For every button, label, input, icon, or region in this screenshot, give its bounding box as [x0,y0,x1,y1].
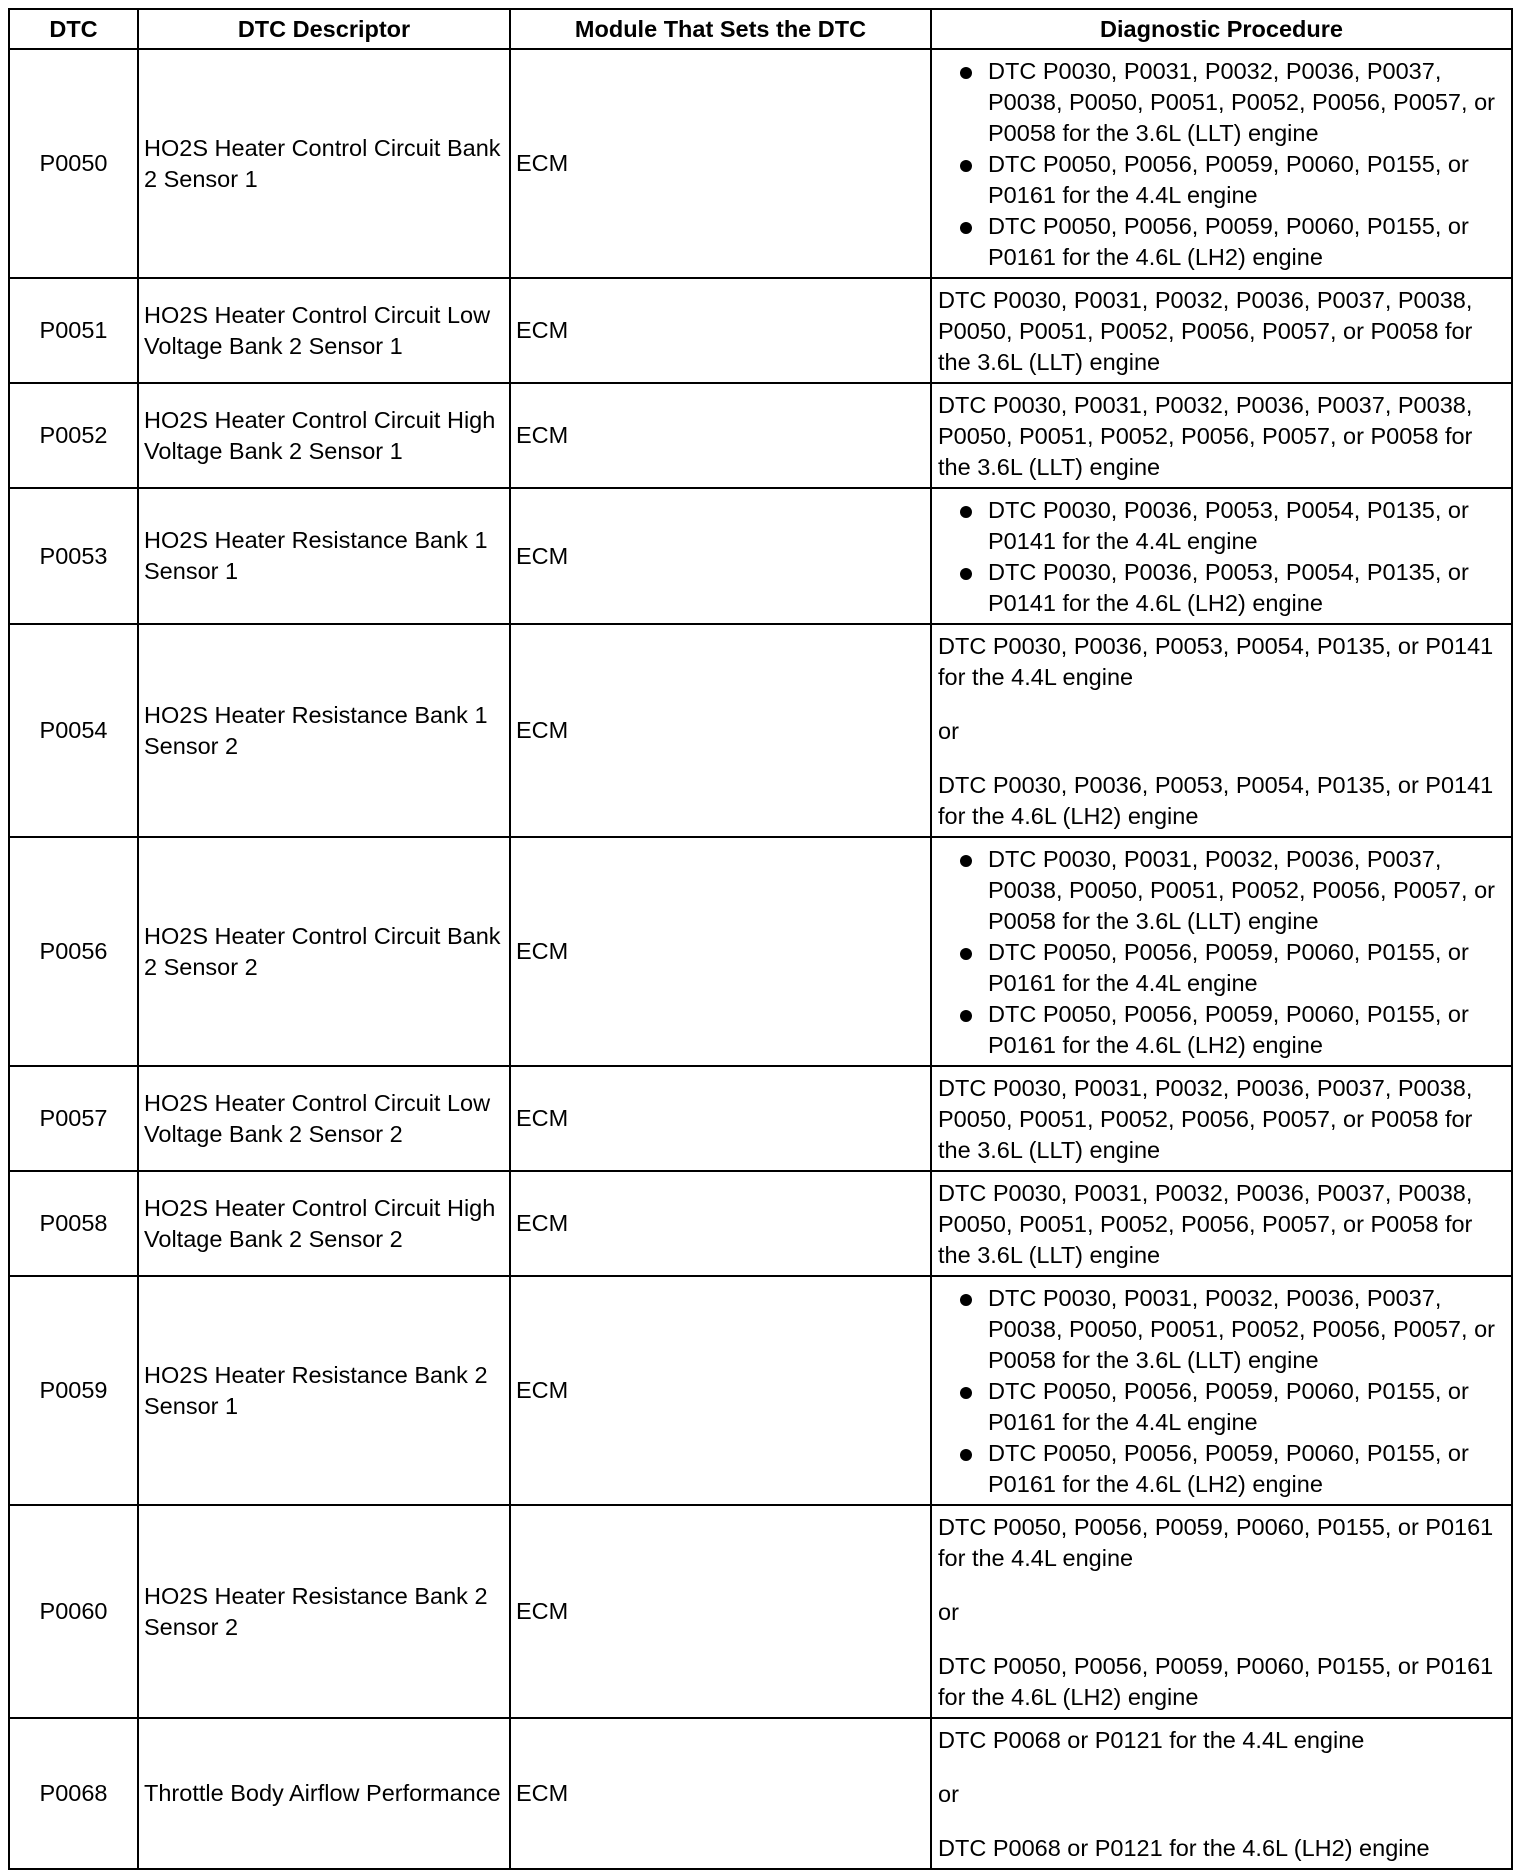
dtc-descriptor: HO2S Heater Control Circuit High Voltage Bank 2 Sensor 2 [138,1171,510,1276]
procedure-text: DTC P0030, P0031, P0032, P0036, P0037, P0038, P0050, P0051, P0052, P0056, P0057, or P0058 for the 3.6L (LLT) engine [938,1075,1473,1163]
procedure-list-item: DTC P0050, P0056, P0059, P0060, P0155, or P0161 for the 4.6L (LH2) engine [938,211,1506,273]
procedure-list-item: DTC P0050, P0056, P0059, P0060, P0155, or P0161 for the 4.6L (LH2) engine [938,1438,1506,1500]
procedure-text: DTC P0030, P0031, P0032, P0036, P0037, P0038, P0050, P0051, P0052, P0056, P0057, or P0058 for the 3.6L (LLT) engine [938,287,1473,375]
module-name: ECM [510,1718,931,1869]
diagnostic-procedure [931,1505,1512,1718]
procedure-list-item: DTC P0030, P0031, P0032, P0036, P0037, P0038, P0050, P0051, P0052, P0056, P0057, or P0058 for the 3.6L (LLT) engine [938,844,1506,937]
dtc-code: P0060 [9,1505,138,1718]
procedure-list [938,844,1506,1061]
diagnostic-procedure [931,383,1512,488]
procedure-text: DTC P0068 or P0121 for the 4.6L (LH2) engine [938,1835,1430,1861]
dtc-descriptor: HO2S Heater Resistance Bank 2 Sensor 2 [138,1505,510,1718]
diagnostic-procedure [931,49,1512,278]
table-row [9,837,1512,1066]
dtc-code: P0053 [9,488,138,624]
module-name: ECM [510,278,931,383]
dtc-descriptor: HO2S Heater Control Circuit Bank 2 Sensor 2 [138,837,510,1066]
dtc-code: P0051 [9,278,138,383]
diagnostic-procedure [931,1718,1512,1869]
table-row [9,488,1512,624]
dtc-code: P0052 [9,383,138,488]
procedure-list [938,56,1506,273]
procedure-list-item: DTC P0030, P0031, P0032, P0036, P0037, P0038, P0050, P0051, P0052, P0056, P0057, or P0058 for the 3.6L (LLT) engine [938,56,1506,149]
procedure-list-item: DTC P0050, P0056, P0059, P0060, P0155, or P0161 for the 4.4L engine [938,1376,1506,1438]
table-body [9,49,1512,1869]
module-name: ECM [510,1171,931,1276]
procedure-list [938,495,1506,619]
procedure-separator: or [938,718,959,744]
procedure-text: DTC P0030, P0031, P0032, P0036, P0037, P0038, P0050, P0051, P0052, P0056, P0057, or P0058 for the 3.6L (LLT) engine [938,1180,1473,1268]
diagnostic-procedure [931,1276,1512,1505]
procedure-text: DTC P0030, P0036, P0053, P0054, P0135, or P0141 for the 4.6L (LH2) engine [938,772,1494,829]
dtc-code: P0056 [9,837,138,1066]
table-row [9,278,1512,383]
dtc-descriptor: HO2S Heater Control Circuit Low Voltage Bank 2 Sensor 2 [138,1066,510,1171]
header-dtc: DTC [9,9,138,49]
dtc-descriptor: HO2S Heater Control Circuit High Voltage Bank 2 Sensor 1 [138,383,510,488]
module-name: ECM [510,49,931,278]
dtc-code: P0050 [9,49,138,278]
dtc-code: P0057 [9,1066,138,1171]
diagnostic-procedure [931,488,1512,624]
procedure-list-item: DTC P0050, P0056, P0059, P0060, P0155, or P0161 for the 4.4L engine [938,937,1506,999]
diagnostic-procedure [931,278,1512,383]
diagnostic-procedure [931,1171,1512,1276]
table-row [9,624,1512,837]
procedure-separator: or [938,1781,959,1807]
header-diagnostic-procedure: Diagnostic Procedure [931,9,1512,49]
procedure-separator: or [938,1599,959,1625]
table-row [9,1718,1512,1869]
header-module: Module That Sets the DTC [510,9,931,49]
dtc-descriptor: HO2S Heater Resistance Bank 1 Sensor 2 [138,624,510,837]
table-header-row [9,9,1512,49]
dtc-code: P0068 [9,1718,138,1869]
table-row [9,49,1512,278]
module-name: ECM [510,837,931,1066]
module-name: ECM [510,624,931,837]
procedure-text: DTC P0050, P0056, P0059, P0060, P0155, or P0161 for the 4.4L engine [938,1514,1494,1571]
dtc-code: P0059 [9,1276,138,1505]
module-name: ECM [510,1066,931,1171]
header-dtc-descriptor: DTC Descriptor [138,9,510,49]
dtc-descriptor: HO2S Heater Control Circuit Low Voltage Bank 2 Sensor 1 [138,278,510,383]
dtc-descriptor: HO2S Heater Resistance Bank 1 Sensor 1 [138,488,510,624]
diagnostic-procedure [931,624,1512,837]
table-row [9,1066,1512,1171]
procedure-list-item: DTC P0030, P0031, P0032, P0036, P0037, P0038, P0050, P0051, P0052, P0056, P0057, or P0058 for the 3.6L (LLT) engine [938,1283,1506,1376]
module-name: ECM [510,383,931,488]
procedure-list-item: DTC P0050, P0056, P0059, P0060, P0155, or P0161 for the 4.4L engine [938,149,1506,211]
table-row [9,383,1512,488]
dtc-code: P0054 [9,624,138,837]
procedure-list-item: DTC P0030, P0036, P0053, P0054, P0135, or P0141 for the 4.6L (LH2) engine [938,557,1506,619]
dtc-descriptor: Throttle Body Airflow Performance [138,1718,510,1869]
module-name: ECM [510,1505,931,1718]
dtc-descriptor: HO2S Heater Resistance Bank 2 Sensor 1 [138,1276,510,1505]
dtc-code: P0058 [9,1171,138,1276]
table-row [9,1276,1512,1505]
procedure-text: DTC P0068 or P0121 for the 4.4L engine [938,1727,1365,1753]
dtc-table [8,8,1513,1870]
procedure-list-item: DTC P0050, P0056, P0059, P0060, P0155, or P0161 for the 4.6L (LH2) engine [938,999,1506,1061]
procedure-text: DTC P0050, P0056, P0059, P0060, P0155, or P0161 for the 4.6L (LH2) engine [938,1653,1494,1710]
table-row [9,1171,1512,1276]
procedure-list [938,1283,1506,1500]
procedure-text: DTC P0030, P0036, P0053, P0054, P0135, or P0141 for the 4.4L engine [938,633,1494,690]
procedure-list-item: DTC P0030, P0036, P0053, P0054, P0135, or P0141 for the 4.4L engine [938,495,1506,557]
module-name: ECM [510,488,931,624]
diagnostic-procedure [931,1066,1512,1171]
module-name: ECM [510,1276,931,1505]
table-row [9,1505,1512,1718]
procedure-text: DTC P0030, P0031, P0032, P0036, P0037, P0038, P0050, P0051, P0052, P0056, P0057, or P0058 for the 3.6L (LLT) engine [938,392,1473,480]
dtc-descriptor: HO2S Heater Control Circuit Bank 2 Sensor 1 [138,49,510,278]
diagnostic-procedure [931,837,1512,1066]
